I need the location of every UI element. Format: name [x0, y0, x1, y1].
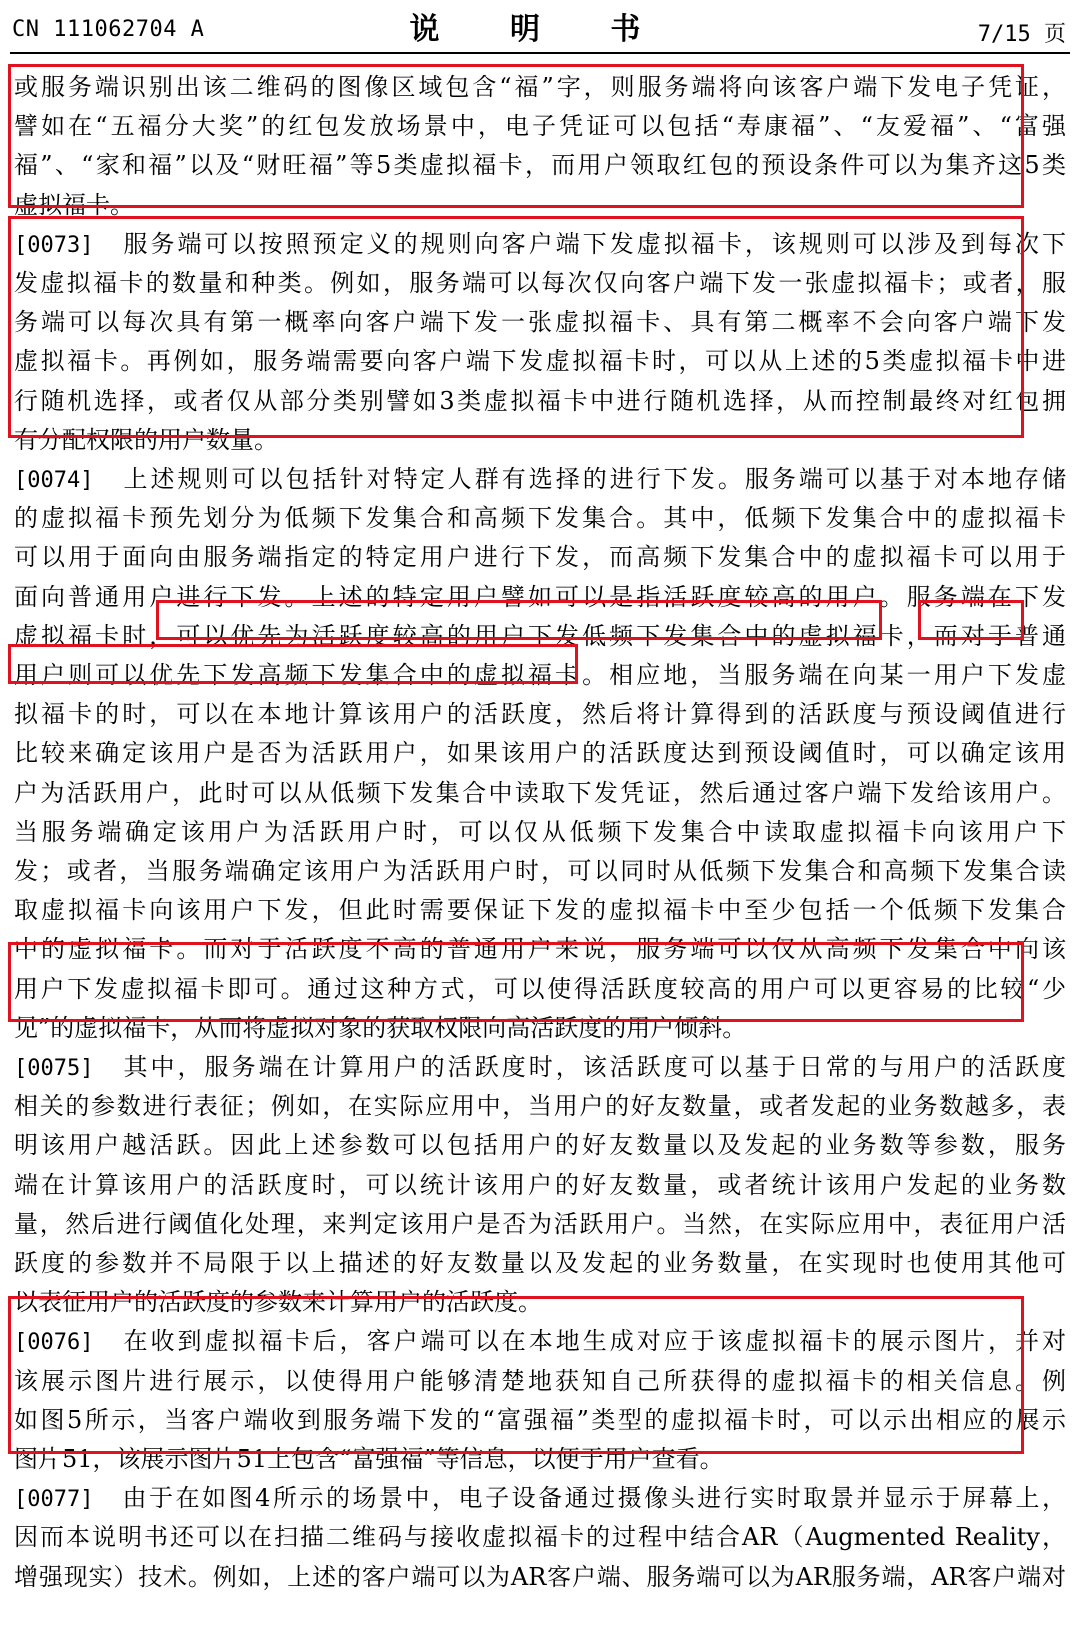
- text-line: [14, 421, 1066, 459]
- line-text: 明该用户越活跃。因此上述参数可以包括用户的好友数量以及发起的业务数等参数，服务: [14, 1131, 1066, 1160]
- page-header: [0, 0, 1080, 50]
- text-line: [14, 656, 1066, 694]
- text-line: [14, 1558, 1066, 1596]
- text-line: [14, 538, 1066, 576]
- line-text: 比较来确定该用户是否为活跃用户，如果该用户的活跃度达到预设阈值时，可以确定该用: [14, 739, 1066, 768]
- line-text: 增强现实）技术。例如，上述的客户端可以为AR客户端、服务端可以为AR服务端，AR客户端对: [14, 1562, 1066, 1591]
- line-text: 当服务端确定该用户为活跃用户时，可以仅从低频下发集合中读取虚拟福卡向该用户下: [14, 817, 1066, 846]
- text-line: [14, 970, 1066, 1008]
- paragraph-start-line: [14, 1479, 1066, 1517]
- text-line: [14, 774, 1066, 812]
- line-text: 拟福卡的时，可以在本地计算该用户的活跃度，然后将计算得到的活跃度与预设阈值进行: [14, 700, 1066, 729]
- line-text: 图片51，该展示图片51上包含“富强福”等信息，以便于用户查看。: [14, 1445, 724, 1473]
- paragraph-start-line: [14, 460, 1066, 498]
- line-text: 虚拟福卡。: [14, 190, 134, 219]
- text-line: [14, 107, 1066, 145]
- line-text: 面向普通用户进行下发。上述的特定用户譬如可以是指活跃度较高的用户。服务端在下发: [14, 582, 1066, 611]
- text-line: [14, 1205, 1066, 1243]
- text-line: [14, 1283, 1066, 1321]
- paragraph-number: [0073]: [14, 232, 94, 258]
- text-line: [14, 186, 1066, 224]
- line-text: 有分配权限的用户数量。: [14, 425, 278, 454]
- line-text: 服务端可以按照预定义的规则向客户端下发虚拟福卡，该规则可以涉及到每次下: [93, 229, 1066, 258]
- line-text: 虚拟福卡时，可以优先为活跃度较高的用户下发低频下发集合中的虚拟福卡，而对于普通: [14, 621, 1066, 650]
- line-text: 或服务端识别出该二维码的图像区域包含“福”字，则服务端将向该客户端下发电子凭证，: [14, 73, 1066, 101]
- text-line: [14, 499, 1066, 537]
- text-line: [14, 1440, 1066, 1478]
- paragraph-number: [0075]: [14, 1056, 94, 1081]
- paragraph-start-line: [14, 1048, 1066, 1086]
- line-text: 端在计算该用户的活跃度时，可以统计该用户的好友数量，或者统计该用户发起的业务数: [14, 1170, 1066, 1199]
- text-line: [14, 146, 1066, 184]
- text-line: [14, 264, 1066, 302]
- text-line: [14, 303, 1066, 341]
- document-title: 说 明 书: [409, 12, 671, 47]
- text-line: [14, 852, 1066, 890]
- line-text: 福”、“家和福”以及“财旺福”等5类虚拟福卡，而用户领取红包的预设条件可以为集齐这5类: [14, 151, 1066, 180]
- text-line: [14, 1087, 1066, 1125]
- paragraph-number: [0074]: [14, 468, 94, 493]
- text-line: [14, 1166, 1066, 1204]
- text-line: [14, 930, 1066, 968]
- text-line: [14, 1009, 1066, 1047]
- text-line: [14, 1518, 1066, 1556]
- text-line: [14, 617, 1066, 655]
- line-text: 取虚拟福卡向该用户下发，但此时需要保证下发的虚拟福卡中至少包括一个低频下发集合: [14, 896, 1066, 925]
- line-text: 该展示图片进行展示，以使得用户能够清楚地获知自己所获得的虚拟福卡的相关信息。例: [14, 1366, 1066, 1395]
- text-line: [14, 891, 1066, 929]
- paragraph-number: [0076]: [14, 1330, 94, 1356]
- line-text: 的虚拟福卡预先划分为低频下发集合和高频下发集合。其中，低频下发集合中的虚拟福卡: [14, 504, 1066, 533]
- patent-number: CN 111062704 A: [12, 17, 205, 42]
- line-text: 行随机选择，或者仅从部分类别譬如3类虚拟福卡中进行随机选择，从而控制最终对红包拥: [14, 386, 1066, 415]
- line-text: 在收到虚拟福卡后，客户端可以在本地生成对应于该虚拟福卡的展示图片，并对: [93, 1327, 1066, 1356]
- text-line: [14, 1362, 1066, 1400]
- line-text: 如图5所示，当客户端收到服务端下发的“富强福”类型的虚拟福卡时，可以示出相应的展示: [14, 1405, 1066, 1434]
- paragraph-number: [0077]: [14, 1487, 94, 1513]
- paragraph-start-line: [14, 225, 1066, 263]
- line-text: 量，然后进行阈值化处理，来判定该用户是否为活跃用户。当然，在实际应用中，表征用户活: [14, 1209, 1066, 1238]
- line-text: 发；或者，当服务端确定该用户为活跃用户时，可以同时从低频下发集合和高频下发集合读: [14, 857, 1066, 885]
- line-text: 以表征用户的活跃度的参数来计算用户的活跃度。: [14, 1288, 542, 1317]
- line-text: 上述规则可以包括针对特定人群有选择的进行下发。服务端可以基于对本地存储: [93, 465, 1066, 493]
- line-text: 户为活跃用户，此时可以从低频下发集合中读取下发凭证，然后通过客户端下发给该用户。: [14, 778, 1066, 807]
- text-line: [14, 578, 1066, 616]
- line-text: 务端可以每次具有第一概率向客户端下发一张虚拟福卡、具有第二概率不会向客户端下发: [14, 308, 1066, 337]
- line-text: 见”的虚拟福卡，从而将虚拟对象的获取权限向高活跃度的用户倾斜。: [14, 1013, 747, 1042]
- line-text: 譬如在“五福分大奖”的红包发放场景中，电子凭证可以包括“寿康福”、“友爱福”、“富强: [14, 112, 1066, 141]
- text-line: [14, 382, 1066, 420]
- page-indicator: 7/15 页: [977, 22, 1066, 47]
- line-text: 中的虚拟福卡。而对于活跃度不高的普通用户来说，服务端可以仅从高频下发集合中向该: [14, 935, 1066, 964]
- text-line: [14, 1244, 1066, 1282]
- line-text: 虚拟福卡。再例如，服务端需要向客户端下发虚拟福卡时，可以从上述的5类虚拟福卡中进: [14, 347, 1066, 376]
- text-line: [14, 813, 1066, 851]
- line-text: 其中，服务端在计算用户的活跃度时，该活跃度可以基于日常的与用户的活跃度: [93, 1053, 1066, 1081]
- text-line: [14, 1401, 1066, 1439]
- line-text: 用户则可以优先下发高频下发集合中的虚拟福卡。相应地，当服务端在向某一用户下发虚: [14, 661, 1066, 689]
- header-rule: [10, 52, 1070, 54]
- line-text: 相关的参数进行表征；例如，在实际应用中，当用户的好友数量，或者发起的业务数越多，表: [14, 1092, 1066, 1121]
- line-text: 发虚拟福卡的数量和种类。例如，服务端可以每次仅向客户端下发一张虚拟福卡；或者，服: [14, 269, 1066, 297]
- line-text: 用户下发虚拟福卡即可。通过这种方式，可以使得活跃度较高的用户可以更容易的比较“少: [14, 974, 1066, 1003]
- text-line: [14, 734, 1066, 772]
- text-line: [14, 68, 1066, 106]
- text-line: [14, 342, 1066, 380]
- line-text: 因而本说明书还可以在扫描二维码与接收虚拟福卡的过程中结合AR（Augmented Reality，: [14, 1523, 1066, 1552]
- line-text: 可以用于面向由服务端指定的特定用户进行下发，而高频下发集合中的虚拟福卡可以用于: [14, 543, 1066, 572]
- paragraph-start-line: [14, 1322, 1066, 1360]
- line-text: 跃度的参数并不局限于以上描述的好友数量以及发起的业务数量，在实现时也使用其他可: [14, 1249, 1066, 1277]
- text-line: [14, 1126, 1066, 1164]
- line-text: 由于在如图4所示的场景中，电子设备通过摄像头进行实时取景并显示于屏幕上，: [93, 1484, 1066, 1513]
- text-line: [14, 695, 1066, 733]
